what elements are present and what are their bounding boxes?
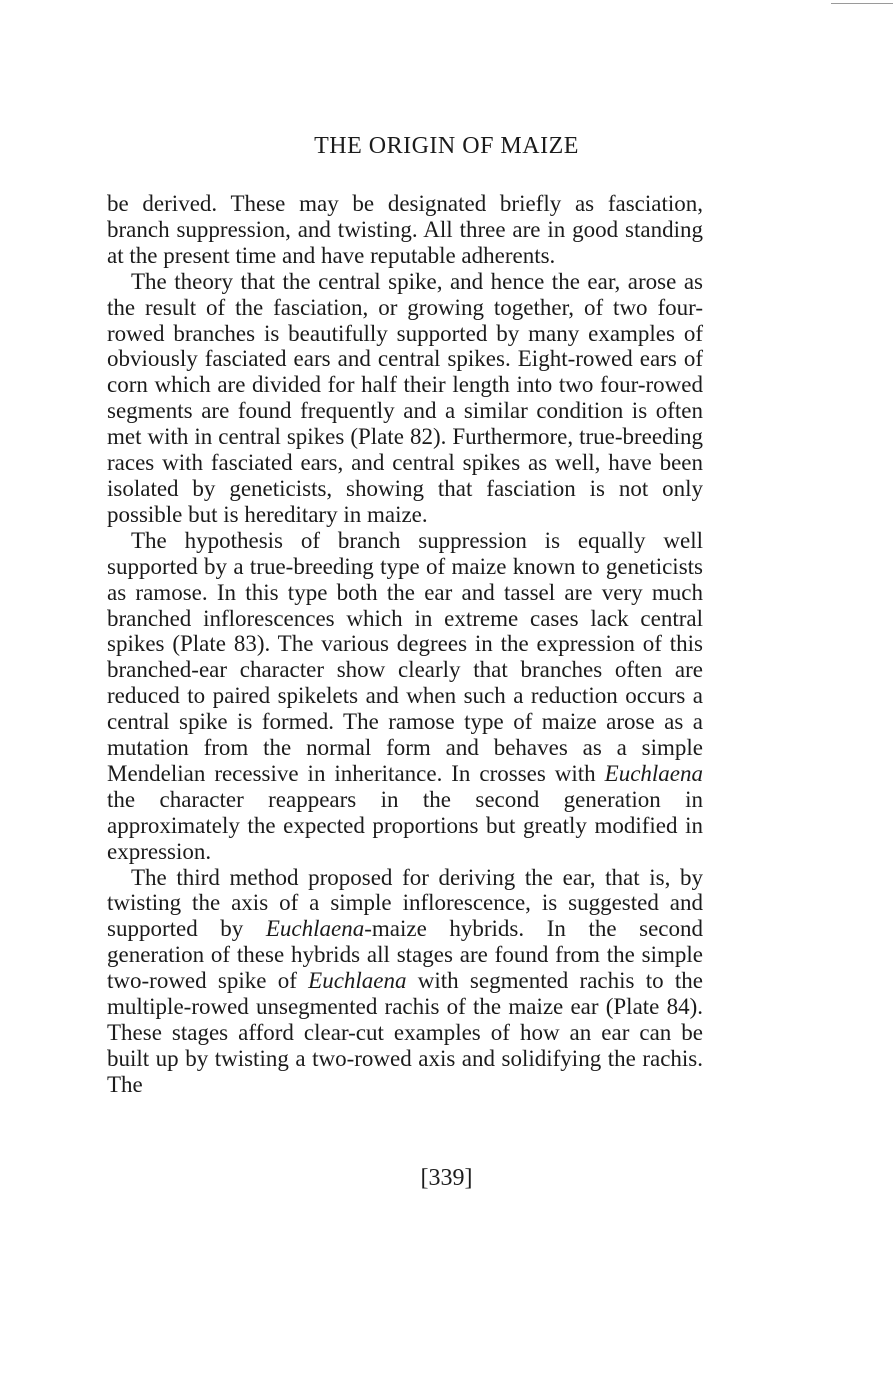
text-run: with segmented rachis to the multiple-rowed unsegmented rachis of the maize ear (Plate 84). These stages afford clear-cut examples of how an ear can be built up by twisting a two-rowed axis and solidifying the rachis. The <box>107 968 703 1097</box>
text-run: the character reappears in the second generation in approximately the expected proportions but greatly modified in expression. <box>107 786 703 864</box>
italic-genus-name: Euchlaena <box>265 916 365 942</box>
text-run: The theory that the central spike, and hence the ear, arose as the result of the fasciation, or growing together, of two four-rowed branches is beautifully supported by many examples of obviously fasciated ears and central spikes. Eight-rowed ears of corn which are divided for half their length into two four-rowed segments are found frequently and a similar condition is often met with in central spikes (Plate 82). Furthermore, true-breeding races with fasciated ears, and central spikes as well, have been isolated by geneticists, showing that fasciation is not only possible but is hereditary in maize. <box>107 268 703 527</box>
paragraph <box>107 528 703 865</box>
text-run: -maize hybrids. In the second generation of these hybrids all stages are found from the simple two-rowed spike of <box>107 916 703 994</box>
italic-genus-name: Euchlaena <box>308 968 407 994</box>
text-run: be derived. These may be designated briefly as fasciation, branch suppression, and twisting. All three are in good standing at the present time and have reputable adherents. <box>107 191 703 268</box>
paragraph <box>107 191 703 269</box>
italic-genus-name: Euchlaena <box>604 760 703 786</box>
text-run: The third method proposed for deriving the ear, that is, by twisting the axis of a simple inflorescence, is suggested and supported by <box>107 864 703 942</box>
running-head: THE ORIGIN OF MAIZE <box>314 133 579 159</box>
paragraph <box>107 865 703 1098</box>
page-number: [339] <box>420 1165 473 1191</box>
text-run: The hypothesis of branch suppression is equally well supported by a true-breeding type of maize known to geneticists as ramose. In this type both the ear and tassel are very much branched inflorescences which in extreme cases lack central spikes (Plate 83). The various degrees in the expression of this branched-ear character show clearly that branches often are reduced to paired spikelets and when such a reduction occurs a central spike is formed. The ramose type of maize arose as a mutation from the normal form and behaves as a simple Mendelian recessive in inheritance. In crosses with <box>107 527 703 786</box>
body-text <box>107 191 703 1098</box>
paragraph <box>107 269 703 528</box>
scan-edge-rule <box>831 3 893 4</box>
